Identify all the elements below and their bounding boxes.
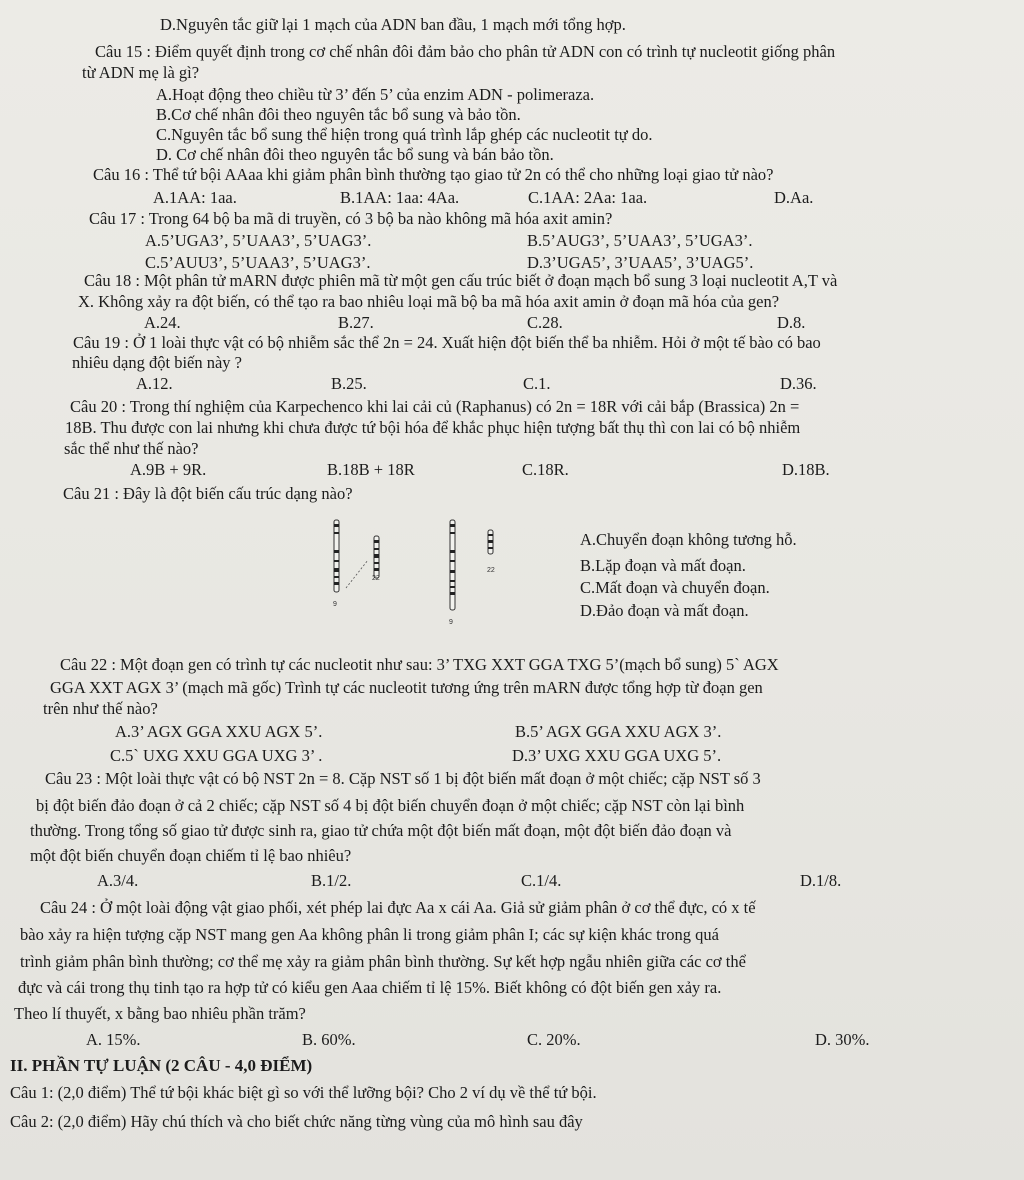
q23-stem-line3: thường. Trong tổng số giao tử được sinh ra, giao tử chứa một đột biến mất đoạn, một đột biến đảo đoạn và (30, 821, 732, 840)
q15-stem-line1: Câu 15 : Điểm quyết định trong cơ chế nhân đôi đảm bảo cho phân tử ADN con có trình tự nucleotit giống phân (95, 42, 836, 61)
q15-option-a: A.Hoạt động theo chiều từ 3’ đến 5’ của enzim ADN - polimeraza. (156, 85, 595, 104)
q18-stem-line2: X. Không xảy ra đột biến, có thể tạo ra bao nhiêu loại mã bộ ba mã hóa axit amin ở đoạn mã hóa của gen? (78, 292, 780, 311)
q17-option-a: A.5’UGA3’, 5’UAA3’, 5’UAG3’. (145, 231, 372, 250)
chromosome-label-22-right: 22 (487, 567, 495, 574)
q22-option-d: D.3’ UXG XXU GGA UXG 5’. (512, 746, 722, 765)
q16-option-b: B.1AA: 1aa: 4Aa. (340, 188, 460, 207)
q17-option-b: B.5’AUG3’, 5’UAA3’, 5’UGA3’. (527, 231, 753, 250)
part2-question-1: Câu 1: (2,0 điểm) Thể tứ bội khác biệt gì so với thể lưỡng bội? Cho 2 ví dụ về thể tứ bội. (10, 1083, 597, 1102)
q23-option-c: C.1/4. (521, 871, 562, 890)
chromosome-diagram (310, 510, 540, 630)
q16-option-a: A.1AA: 1aa. (153, 188, 237, 207)
q24-stem-line3: trình giảm phân bình thường; cơ thể mẹ xảy ra giảm phân bình thường. Sự kết hợp ngẫu nhiên giữa các cơ thể (20, 952, 746, 971)
q19-option-d: D.36. (780, 374, 817, 393)
q23-option-b: B.1/2. (311, 871, 352, 890)
q23-stem-line2: bị đột biến đảo đoạn ở cả 2 chiếc; cặp NST số 4 bị đột biến chuyển đoạn ở một chiếc; cặp NST còn lại bình (36, 796, 745, 815)
q22-stem-line3: trên như thế nào? (43, 699, 158, 718)
q24-stem-line4: đực và cái trong thụ tinh tạo ra hợp tử có kiểu gen Aaa chiếm tỉ lệ 15%. Biết không có đột biến gen xảy ra. (18, 978, 722, 997)
q24-option-c: C. 20%. (527, 1030, 581, 1049)
q24-option-d: D. 30%. (815, 1030, 870, 1049)
q21-option-b: B.Lặp đoạn và mất đoạn. (580, 556, 746, 575)
q15-option-c: C.Nguyên tắc bổ sung thể hiện trong quá trình lắp ghép các nucleotit tự do. (156, 125, 653, 144)
q20-option-b: B.18B + 18R (327, 460, 415, 479)
q14-option-d: D.Nguyên tắc giữ lại 1 mạch của ADN ban đầu, 1 mạch mới tổng hợp. (160, 15, 626, 34)
q22-stem-line1: Câu 22 : Một đoạn gen có trình tự các nucleotit như sau: 3’ TXG XXT GGA TXG 5’(mạch bổ sung) 5` AGX (60, 655, 779, 674)
q21-option-a: A.Chuyển đoạn không tương hỗ. (580, 530, 797, 549)
chromosome-label-9-left: 9 (333, 601, 337, 608)
q23-option-d: D.1/8. (800, 871, 842, 890)
q19-stem-line1: Câu 19 : Ở 1 loài thực vật có bộ nhiễm sắc thể 2n = 24. Xuất hiện đột biến thể ba nhiễm. Hỏi ở một tế bào có bao (73, 333, 821, 352)
q17-option-d: D.3’UGA5’, 3’UAA5’, 3’UAG5’. (527, 253, 754, 272)
q24-stem-line2: bào xảy ra hiện tượng cặp NST mang gen Aa không phân li trong giảm phân I; các sự kiện khác trong quá (20, 925, 719, 944)
q23-stem-line4: một đột biến chuyển đoạn chiếm tỉ lệ bao nhiêu? (30, 846, 352, 865)
q24-stem-line5: Theo lí thuyết, x bằng bao nhiêu phần trăm? (14, 1004, 306, 1023)
q17-option-c: C.5’AUU3’, 5’UAA3’, 5’UAG3’. (145, 253, 371, 272)
q24-option-a: A. 15%. (86, 1030, 141, 1049)
q16-option-c: C.1AA: 2Aa: 1aa. (528, 188, 648, 207)
q15-stem-line2: từ ADN mẹ là gì? (82, 63, 200, 82)
q19-stem-line2: nhiêu dạng đột biến này ? (72, 353, 242, 372)
q22-stem-line2: GGA XXT AGX 3’ (mạch mã gốc) Trình tự các nucleotit tương ứng trên mARN được tổng hợp từ đoạn gen (50, 678, 763, 697)
q20-stem-line3: sắc thể như thế nào? (64, 439, 199, 458)
q20-option-d: D.18B. (782, 460, 830, 479)
q19-option-a: A.12. (136, 374, 173, 393)
q20-stem-line2: 18B. Thu được con lai nhưng khi chưa được tứ bội hóa để khắc phục hiện tượng bất thụ thì con lai có bộ nhiễm (65, 418, 801, 437)
q22-option-c: C.5` UXG XXU GGA UXG 3’ . (110, 746, 323, 765)
q18-option-d: D.8. (777, 313, 806, 332)
q15-option-b: B.Cơ chế nhân đôi theo nguyên tắc bổ sung và bảo tồn. (156, 105, 521, 124)
q20-option-a: A.9B + 9R. (130, 460, 207, 479)
q16-stem: Câu 16 : Thể tứ bội AAaa khi giảm phân bình thường tạo giao tử 2n có thể cho những loại giao tử nào? (93, 165, 774, 184)
q17-stem: Câu 17 : Trong 64 bộ ba mã di truyền, có 3 bộ ba nào không mã hóa axit amin? (89, 209, 613, 228)
q19-option-b: B.25. (331, 374, 367, 393)
q23-option-a: A.3/4. (97, 871, 139, 890)
q18-option-c: C.28. (527, 313, 563, 332)
q22-option-a: A.3’ AGX GGA XXU AGX 5’. (115, 722, 323, 741)
chromosome-label-22-left: 22 (372, 575, 380, 582)
q21-option-c: C.Mất đoạn và chuyển đoạn. (580, 578, 770, 597)
part2-question-2: Câu 2: (2,0 điểm) Hãy chú thích và cho biết chức năng từng vùng của mô hình sau đây (10, 1112, 583, 1131)
q21-stem: Câu 21 : Đây là đột biến cấu trúc dạng nào? (63, 484, 353, 503)
q18-stem-line1: Câu 18 : Một phân tử mARN được phiên mã từ một gen cấu trúc biết ở đoạn mạch bổ sung 3 loại nucleotit A,T và (84, 271, 838, 290)
q20-option-c: C.18R. (522, 460, 569, 479)
q19-option-c: C.1. (523, 374, 551, 393)
q22-option-b: B.5’ AGX GGA XXU AGX 3’. (515, 722, 722, 741)
q24-option-b: B. 60%. (302, 1030, 356, 1049)
q18-option-a: A.24. (144, 313, 181, 332)
q20-stem-line1: Câu 20 : Trong thí nghiệm của Karpechenco khi lai cải củ (Raphanus) có 2n = 18R với cải bắp (Brassica) 2n = (70, 397, 800, 416)
chromosome-9-before (334, 520, 339, 592)
q18-option-b: B.27. (338, 313, 374, 332)
q23-stem-line1: Câu 23 : Một loài thực vật có bộ NST 2n = 8. Cặp NST số 1 bị đột biến mất đoạn ở một chiếc; cặp NST số 3 (45, 769, 761, 788)
q16-option-d: D.Aa. (774, 188, 814, 207)
q24-stem-line1: Câu 24 : Ở một loài động vật giao phối, xét phép lai đực Aa x cái Aa. Giả sử giảm phân ở cơ thể đực, có x tế (40, 898, 756, 917)
part2-heading: II. PHẦN TỰ LUẬN (2 CÂU - 4,0 ĐIỂM) (10, 1056, 313, 1075)
chromosome-9-after (450, 520, 455, 610)
q21-option-d: D.Đảo đoạn và mất đoạn. (580, 601, 749, 620)
chromosome-22-after (488, 530, 493, 554)
chromosome-label-9-right: 9 (449, 619, 453, 626)
q15-option-d: D. Cơ chế nhân đôi theo nguyên tắc bổ sung và bán bảo tồn. (156, 145, 554, 164)
